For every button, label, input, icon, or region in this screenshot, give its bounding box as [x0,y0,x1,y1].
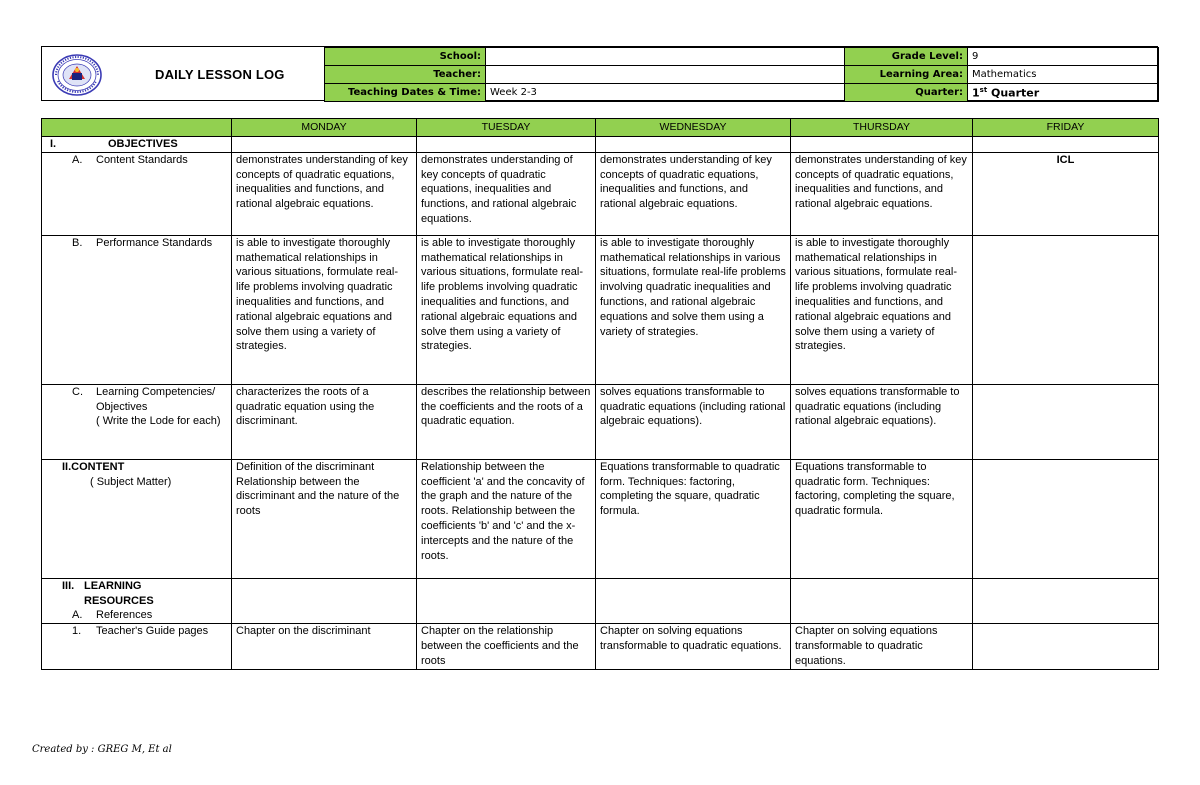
teachers-guide-marker: 1. [72,625,82,638]
learning-area-field[interactable]: Mathematics [968,66,1159,84]
competencies-tuesday[interactable]: describes the relationship between the coefficients and the roots of a quadratic equation. [417,384,596,459]
table-cell[interactable] [417,137,596,153]
content-wednesday[interactable]: Equations transformable to quadratic form. Techniques: factoring, completing the square, quadratic formula. [596,459,791,578]
teaching-dates-label: Teaching Dates & Time: [325,84,486,102]
day-header-friday: FRIDAY [973,119,1159,137]
lesson-table [41,118,1159,670]
resources-marker: III. [62,579,75,592]
performance-standards-friday[interactable] [973,235,1159,384]
content-standards-monday[interactable]: demonstrates understanding of key concepts of quadratic equations, inequalities and functions, and rational algebraic equations. [232,152,417,235]
competencies-thursday[interactable]: solves equations transformable to quadratic equations (including rational algebraic equations). [791,384,973,459]
grade-level-field[interactable]: 9 [968,48,1159,66]
performance-standards-marker: B. [72,236,83,249]
objectives-row [42,137,1159,153]
deped-seal-logo [50,53,104,97]
resources-row [42,578,1159,623]
learning-area-label: Learning Area: [845,66,968,84]
grade-level-label: Grade Level: [845,48,968,66]
competencies-heading [42,384,232,459]
table-cell[interactable] [791,137,973,153]
objectives-heading [42,137,232,153]
quarter-number: 1 [972,86,980,100]
content-standards-label: Content Standards [96,153,188,166]
performance-standards-wednesday[interactable]: is able to investigate thoroughly mathematical relationships in various situations, formulate real-life problems involving quadratic inequalities and functions, and rational algebraic equations and solve them using a variety of strategies. [596,235,791,384]
resources-label-line1: LEARNING [84,579,142,592]
table-cell[interactable] [973,137,1159,153]
teachers-guide-label: Teacher's Guide pages [96,625,209,638]
performance-standards-monday[interactable]: is able to investigate thoroughly mathematical relationships in various situations, formulate real-life problems involving quadratic inequalities and functions, and rational algebraic equations and solve them using a variety of strategies. [232,235,417,384]
quarter-label: Quarter: [845,84,968,102]
objectives-label: OBJECTIVES [108,138,178,150]
table-cell[interactable] [791,578,973,623]
corner-cell [42,119,232,137]
day-header-tuesday: TUESDAY [417,119,596,137]
table-cell[interactable] [232,137,417,153]
table-cell[interactable] [596,137,791,153]
header-block [41,46,1158,101]
content-monday[interactable]: Definition of the discriminant Relationship between the discriminant and the nature of the roots [232,459,417,578]
content-row [42,459,1159,578]
competencies-marker: C. [72,385,83,398]
info-table [324,47,1159,102]
content-tuesday[interactable]: Relationship between the coefficient 'a' and the concavity of the graph and the nature of the roots. Relationship between the coefficients 'b' and 'c' and the x-intercepts and the nature of the roots. [417,459,596,578]
table-cell[interactable] [417,578,596,623]
resources-heading [42,578,232,623]
content-sublabel: ( Subject Matter) [90,475,172,488]
day-header-thursday: THURSDAY [791,119,973,137]
teachers-guide-friday[interactable] [973,624,1159,669]
quarter-word: Quarter [987,86,1040,100]
performance-standards-label: Performance Standards [96,236,213,249]
content-friday[interactable] [973,459,1159,578]
school-field[interactable] [486,48,845,66]
content-thursday[interactable]: Equations transformable to quadratic form. Techniques: factoring, completing the square, quadratic formula. [791,459,973,578]
performance-standards-row [42,235,1159,384]
competencies-monday[interactable]: characterizes the roots of a quadratic equation using the discriminant. [232,384,417,459]
content-heading [42,459,232,578]
content-standards-heading [42,152,232,235]
teachers-guide-monday[interactable]: Chapter on the discriminant [232,624,417,669]
teachers-guide-thursday[interactable]: Chapter on solving equations transformable to quadratic equations. [791,624,973,669]
teachers-guide-heading [42,624,232,669]
resources-label-line2: RESOURCES [84,594,154,607]
table-cell[interactable] [232,578,417,623]
content-standards-marker: A. [72,153,83,166]
content-standards-thursday[interactable]: demonstrates understanding of key concepts of quadratic equations, inequalities and functions, and rational algebraic equations. [791,152,973,235]
objectives-marker: I. [50,138,57,150]
performance-standards-tuesday[interactable]: is able to investigate thoroughly mathematical relationships in various situations, formulate real-life problems involving quadratic inequalities and functions, and rational algebraic equations and solve them using a variety of strategies. [417,235,596,384]
content-standards-friday[interactable]: ICL [973,152,1159,235]
day-header-monday: MONDAY [232,119,417,137]
competencies-wednesday[interactable]: solves equations transformable to quadratic equations (including rational algebraic equations). [596,384,791,459]
day-header-row [42,119,1159,137]
competencies-row [42,384,1159,459]
quarter-suffix: st [979,85,988,94]
teachers-guide-row [42,624,1159,669]
content-standards-tuesday[interactable]: demonstrates understanding of key concepts of quadratic equations, inequalities and functions, and rational algebraic equations. [417,152,596,235]
content-label: II.CONTENT [62,460,125,473]
performance-standards-heading [42,235,232,384]
school-label: School: [325,48,486,66]
competencies-label: Learning Competencies/ Objectives [96,385,216,413]
teacher-field[interactable] [486,66,845,84]
table-cell[interactable] [596,578,791,623]
page-title: DAILY LESSON LOG [155,67,285,82]
created-by-footer: Created by : GREG M, Et al [32,744,172,755]
references-label: References [96,609,153,622]
content-standards-row [42,152,1159,235]
teaching-dates-field[interactable]: Week 2-3 [486,84,845,102]
teachers-guide-tuesday[interactable]: Chapter on the relationship between the coefficients and the roots [417,624,596,669]
content-standards-wednesday[interactable]: demonstrates understanding of key concepts of quadratic equations, inequalities and functions, and rational algebraic equations. [596,152,791,235]
references-marker: A. [72,609,83,622]
day-header-wednesday: WEDNESDAY [596,119,791,137]
competencies-friday[interactable] [973,384,1159,459]
teachers-guide-wednesday[interactable]: Chapter on solving equations transformable to quadratic equations. [596,624,791,669]
quarter-field[interactable] [968,84,1159,102]
competencies-note: ( Write the Lode for each) [96,415,221,428]
teacher-label: Teacher: [325,66,486,84]
table-cell[interactable] [973,578,1159,623]
performance-standards-thursday[interactable]: is able to investigate thoroughly mathematical relationships in various situations, formulate real-life problems involving quadratic inequalities and functions, and rational algebraic equations and solve them using a variety of strategies. [791,235,973,384]
